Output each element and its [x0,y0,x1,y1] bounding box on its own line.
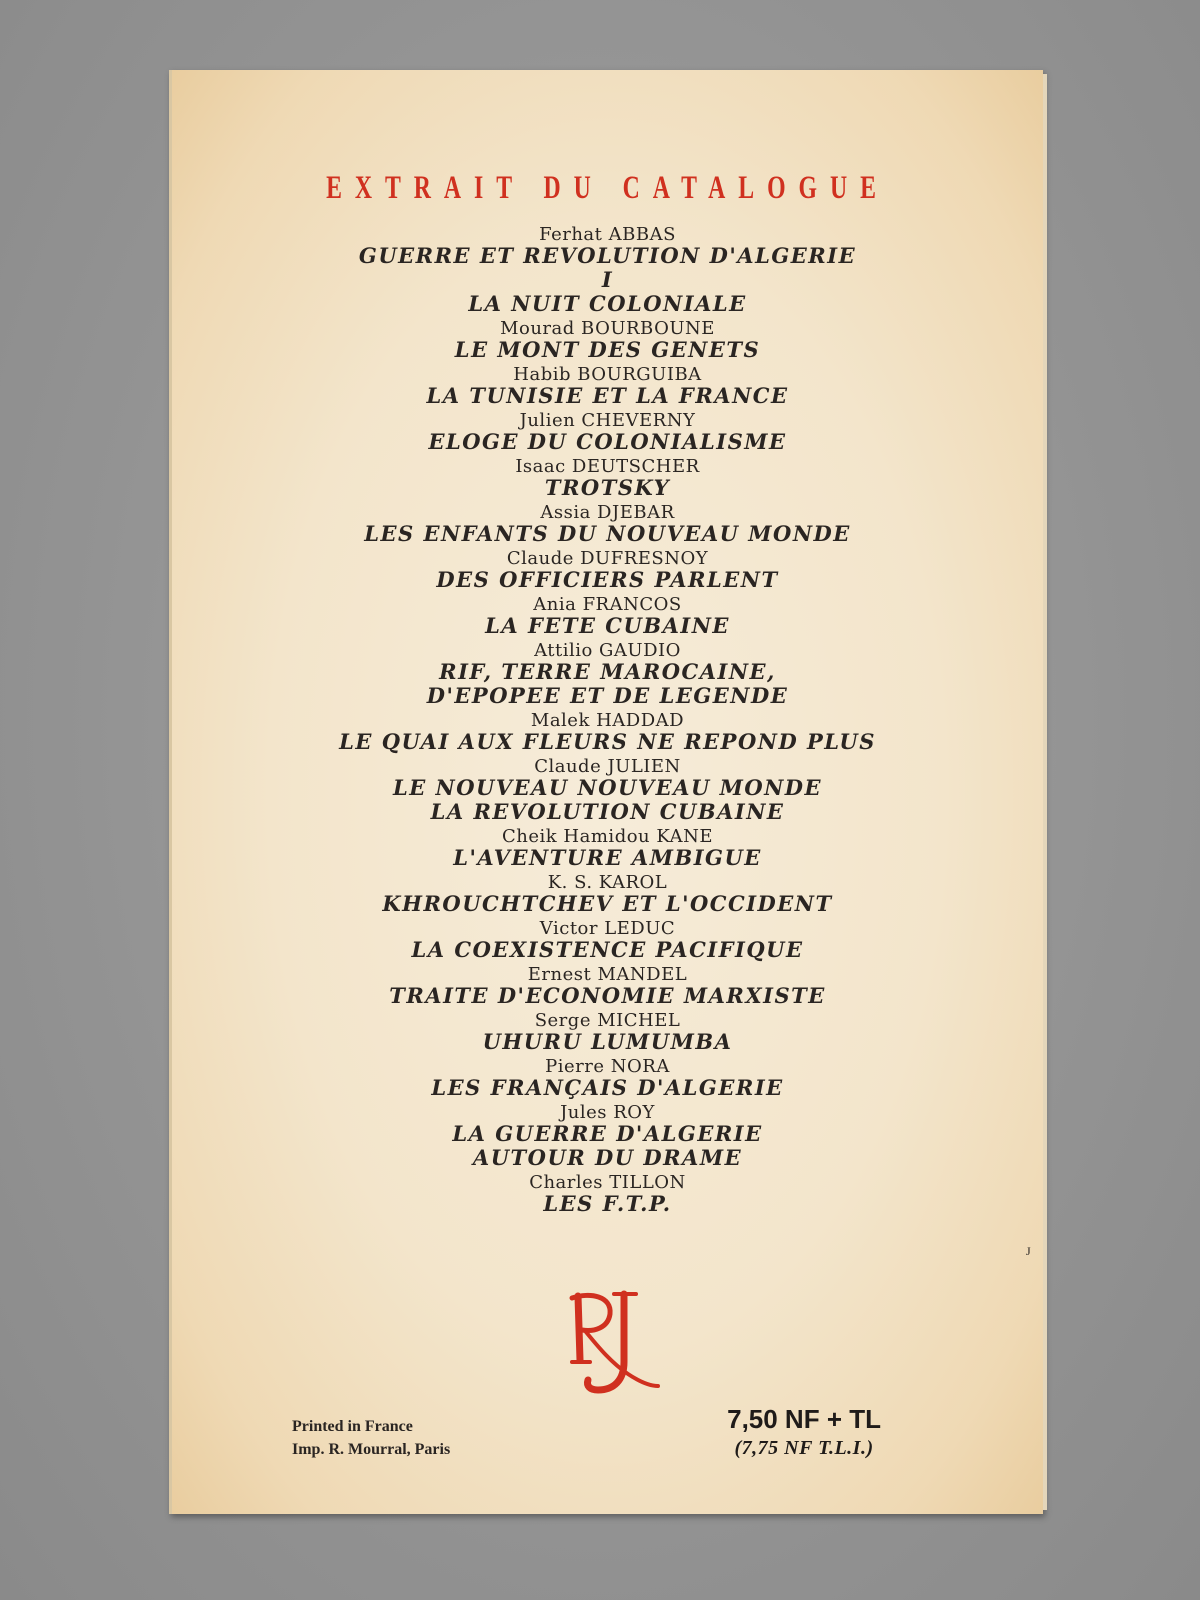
catalog-entry [172,711,1043,754]
entry-author: Ferhat ABBAS [539,224,676,245]
entry-title: UHURU LUMUMBA [482,1029,733,1054]
catalog-entry [172,919,1043,962]
entry-title: LES ENFANTS DU NOUVEAU MONDE [364,521,851,546]
catalog-list [172,225,1043,1219]
entry-title: DES OFFICIERS PARLENT [436,567,779,592]
catalog-entry [172,1173,1043,1216]
entry-author: Ania FRANCOS [533,594,682,615]
catalog-entry [172,595,1043,638]
catalog-entry [172,873,1043,916]
catalog-entry [172,827,1043,870]
price-block [727,1404,881,1462]
catalog-entry [172,365,1043,408]
entry-author: Habib BOURGUIBA [513,364,702,385]
entry-author: Isaac DEUTSCHER [515,456,700,477]
entry-title: LES FRANÇAIS D'ALGERIE [431,1075,784,1100]
entry-title: D'EPOPEE ET DE LEGENDE [426,683,789,708]
catalog-entry [172,457,1043,500]
imprint-line-2: Imp. R. Mourral, Paris [292,1441,451,1458]
catalog-entry [172,411,1043,454]
entry-title: GUERRE ET REVOLUTION D'ALGERIE [358,243,857,268]
entry-title: TRAITE D'ECONOMIE MARXISTE [389,983,826,1008]
price-sub: (7,75 NF T.L.I.) [734,1437,874,1459]
entry-author: Serge MICHEL [534,1010,681,1031]
entry-author: Claude JULIEN [534,756,681,777]
entry-author: Malek HADDAD [530,710,685,731]
imprint-line-1: Printed in France [292,1418,413,1435]
publisher-logo [550,1282,670,1402]
entry-title: LA NUIT COLONIALE [468,291,747,316]
entry-title: I [601,267,614,292]
catalog-entry [172,757,1043,824]
entry-author: Jules ROY [560,1102,655,1123]
entry-title: LE MONT DES GENETS [454,337,761,362]
entry-title: LA COEXISTENCE PACIFIQUE [411,937,804,962]
entry-author: Julien CHEVERNY [519,410,696,431]
entry-title: AUTOUR DU DRAME [472,1145,743,1170]
entry-author: Charles TILLON [529,1172,686,1193]
catalog-entry [172,1103,1043,1170]
entry-author: Cheik Hamidou KANE [502,826,713,847]
catalog-entry [172,1011,1043,1054]
entry-author: Victor LEDUC [539,918,676,939]
entry-author: K. S. KAROL [547,872,668,893]
entry-title: LA REVOLUTION CUBAINE [430,799,785,824]
entry-title: L'AVENTURE AMBIGUE [453,845,762,870]
entry-author: Claude DUFRESNOY [506,548,709,569]
catalog-entry [172,549,1043,592]
page-edge [1043,74,1047,1510]
price-main: 7,50 NF + TL [727,1404,881,1434]
entry-title: LE QUAI AUX FLEURS NE REPOND PLUS [339,729,876,754]
catalog-heading: EXTRAIT DU CATALOGUE [326,170,889,206]
catalog-entry [172,319,1043,362]
entry-title: ELOGE DU COLONIALISME [428,429,787,454]
entry-author: Assia DJEBAR [540,502,675,523]
entry-title: KHROUCHTCHEV ET L'OCCIDENT [382,891,833,916]
entry-title: LA FETE CUBAINE [485,613,730,638]
entry-author: Pierre NORA [545,1056,670,1077]
catalog-entry [172,225,1043,316]
entry-title: LE NOUVEAU NOUVEAU MONDE [392,775,823,800]
catalog-entry [172,1057,1043,1100]
catalog-entry [172,641,1043,708]
catalog-entry [172,503,1043,546]
entry-author: Ernest MANDEL [527,964,688,985]
book-back-cover [169,70,1043,1514]
catalog-entry [172,965,1043,1008]
imprint [292,1415,450,1461]
entry-title: RIF, TERRE MAROCAINE, [439,659,776,684]
entry-author: Mourad BOURBOUNE [500,318,715,339]
entry-author: Attilio GAUDIO [534,640,681,661]
entry-title: LA GUERRE D'ALGERIE [452,1121,763,1146]
entry-title: TROTSKY [544,475,671,500]
entry-title: LA TUNISIE ET LA FRANCE [426,383,789,408]
edge-mark: J [1026,1244,1031,1258]
entry-title: LES F.T.P. [543,1191,672,1216]
